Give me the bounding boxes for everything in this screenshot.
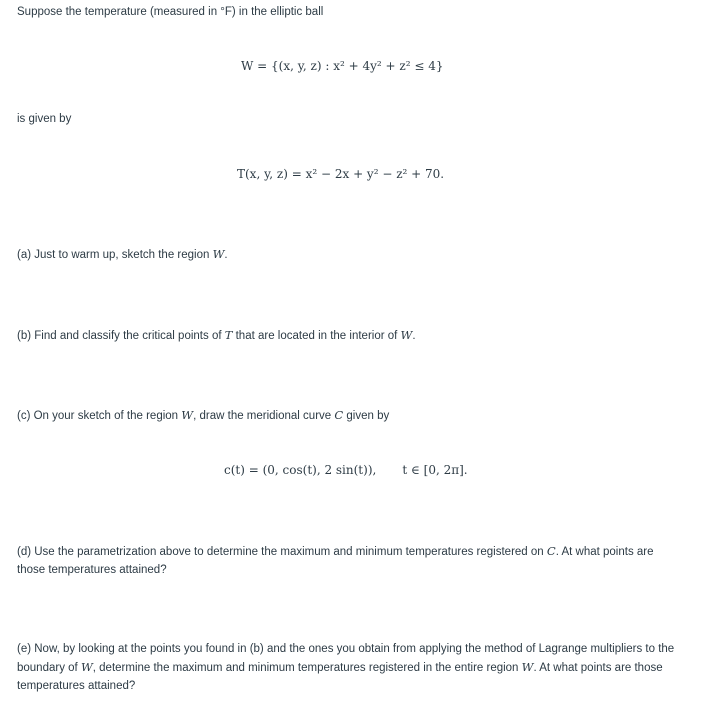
equation-curve-formula: c(t) = (0, cos(t), 2 sin(t)), <box>224 463 377 477</box>
part-d-text <box>17 542 677 579</box>
part-c-before: (c) On your sketch of the region <box>17 410 182 422</box>
part-a-after: . <box>224 249 228 261</box>
part-a-symbol: W <box>212 247 225 261</box>
part-e-symbol-w: W <box>80 660 93 674</box>
part-d-symbol: C <box>546 544 556 558</box>
part-c-text <box>17 406 389 425</box>
part-b-symbol-w: W <box>400 328 413 342</box>
part-e-before: (e) Now, by looking at the points you found in (b) and the ones you obtain from applying the method of Lagrange multipliers to the boundary of <box>17 643 675 674</box>
part-e-after2: . At what points are those temperatures attained? <box>17 662 663 692</box>
equation-t: T(x, y, z) = x² − 2x + y² − z² + 70. <box>237 167 445 181</box>
intro-text: Suppose the temperature (measured in °F) in the elliptic ball <box>17 6 324 18</box>
part-e-after: , determine the maximum and minimum temperatures registered in the entire region <box>92 662 522 674</box>
part-e-text <box>17 640 677 695</box>
part-d-after: . At what points are those temperatures attained? <box>17 546 654 576</box>
part-d-before: (d) Use the parametrization above to determine the maximum and minimum temperatures registered on <box>17 546 547 558</box>
equation-w: W = {(x, y, z) : x² + 4y² + z² ≤ 4} <box>241 59 444 73</box>
part-a-before: (a) Just to warm up, sketch the region <box>17 249 213 261</box>
part-c-middle: , draw the meridional curve <box>193 410 335 422</box>
part-e-symbol-w2: W <box>521 660 534 674</box>
part-b-before: (b) Find and classify the critical points of <box>17 330 225 342</box>
part-c-symbol-w: W <box>181 408 194 422</box>
given-by-text: is given by <box>17 113 72 125</box>
part-c-after: given by <box>343 410 390 422</box>
part-b-text <box>17 326 416 345</box>
equation-curve-domain: t ∈ [0, 2π]. <box>402 463 468 477</box>
equation-curve <box>224 461 468 479</box>
part-b-middle: that are located in the interior of <box>232 330 401 342</box>
part-c-symbol-c: C <box>334 408 344 422</box>
part-b-after: . <box>412 330 416 342</box>
part-b-symbol-t: T <box>224 328 233 342</box>
part-a-text <box>17 245 228 264</box>
